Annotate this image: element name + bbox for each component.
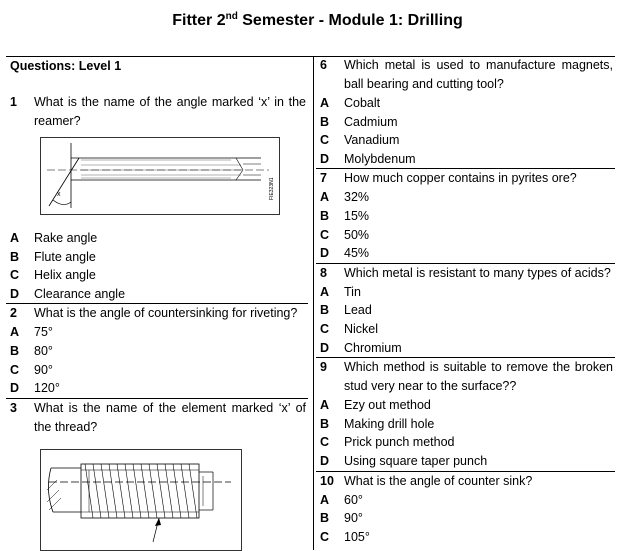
reamer-figure xyxy=(40,137,280,215)
question-6 xyxy=(316,56,615,168)
question-9 xyxy=(316,358,615,470)
question-number: 7 xyxy=(320,171,327,186)
column-divider xyxy=(313,56,314,550)
question-number: 2 xyxy=(10,306,17,321)
question-text: What is the angle of counter sink? xyxy=(344,473,533,488)
option-d: D Clearance angle xyxy=(10,286,126,301)
question-text: Which metal is used to manufacture magnets, ball bearing and cutting tool? xyxy=(344,58,613,91)
option-a: A Tin xyxy=(320,284,361,299)
option-b: B Making drill hole xyxy=(320,416,435,431)
question-text: What is the name of the element marked ‘x’ of the thread? xyxy=(34,400,306,434)
question-text: What is the angle of countersinking for riveting? xyxy=(34,306,298,321)
question-2 xyxy=(6,304,308,397)
option-c: C 50% xyxy=(320,227,370,242)
option-b: B 15% xyxy=(320,208,370,223)
question-number: 9 xyxy=(320,360,327,375)
q1-options xyxy=(6,229,308,303)
page-title: Fitter 2nd Semester - Module 1: Drilling xyxy=(172,11,463,29)
figure-code: FIE323N1 xyxy=(269,177,275,200)
option-b: B 80° xyxy=(10,343,53,358)
question-number: 3 xyxy=(10,400,17,415)
option-c: C Prick punch method xyxy=(320,435,455,450)
question-text: How much copper contains in pyrites ore? xyxy=(344,171,577,186)
option-a: A 75° xyxy=(10,325,53,340)
option-b: B Lead xyxy=(320,303,372,318)
question-10 xyxy=(316,472,615,547)
option-c: C 105° xyxy=(320,529,370,544)
option-b: B Flute angle xyxy=(10,249,96,264)
option-d: D Using square taper punch xyxy=(320,453,488,468)
option-a: A Cobalt xyxy=(320,96,381,110)
option-c: C 90° xyxy=(10,362,53,377)
thread-drawing xyxy=(41,450,241,550)
option-b: B Cadmium xyxy=(320,114,398,129)
question-number: 1 xyxy=(10,95,17,109)
option-d: D Chromium xyxy=(320,340,402,355)
option-b: B 90° xyxy=(320,511,363,526)
option-c: C Helix angle xyxy=(10,268,96,283)
question-text: Which metal is resistant to many types of acids? xyxy=(344,265,611,280)
question-7 xyxy=(316,169,615,262)
question-number: 6 xyxy=(320,58,327,72)
question-8 xyxy=(316,264,615,357)
option-a: A Ezy out method xyxy=(320,398,431,413)
question-number: 10 xyxy=(320,473,334,488)
option-d: D Molybdenum xyxy=(320,151,416,166)
question-3 xyxy=(6,399,308,551)
question-text: What is the name of the angle marked ‘x’ in the reamer? xyxy=(34,95,306,128)
option-d: D 120° xyxy=(10,381,60,396)
option-c: C Vanadium xyxy=(320,133,400,148)
option-c: C Nickel xyxy=(320,321,379,336)
questions-heading: Questions: Level 1 xyxy=(10,59,122,73)
left-column xyxy=(6,56,308,551)
angle-x-label: x xyxy=(57,191,61,198)
option-a: A Rake angle xyxy=(10,231,98,245)
option-a: A 32% xyxy=(320,190,370,205)
reamer-drawing xyxy=(41,138,279,214)
thread-figure xyxy=(40,449,242,551)
option-a: A 60° xyxy=(320,492,363,507)
question-number: 8 xyxy=(320,265,327,280)
option-d: D 45% xyxy=(320,246,370,261)
question-1 xyxy=(6,93,308,303)
question-text: Which method is suitable to remove the broken stud very near to the surface?? xyxy=(344,360,613,394)
right-column xyxy=(316,56,615,546)
